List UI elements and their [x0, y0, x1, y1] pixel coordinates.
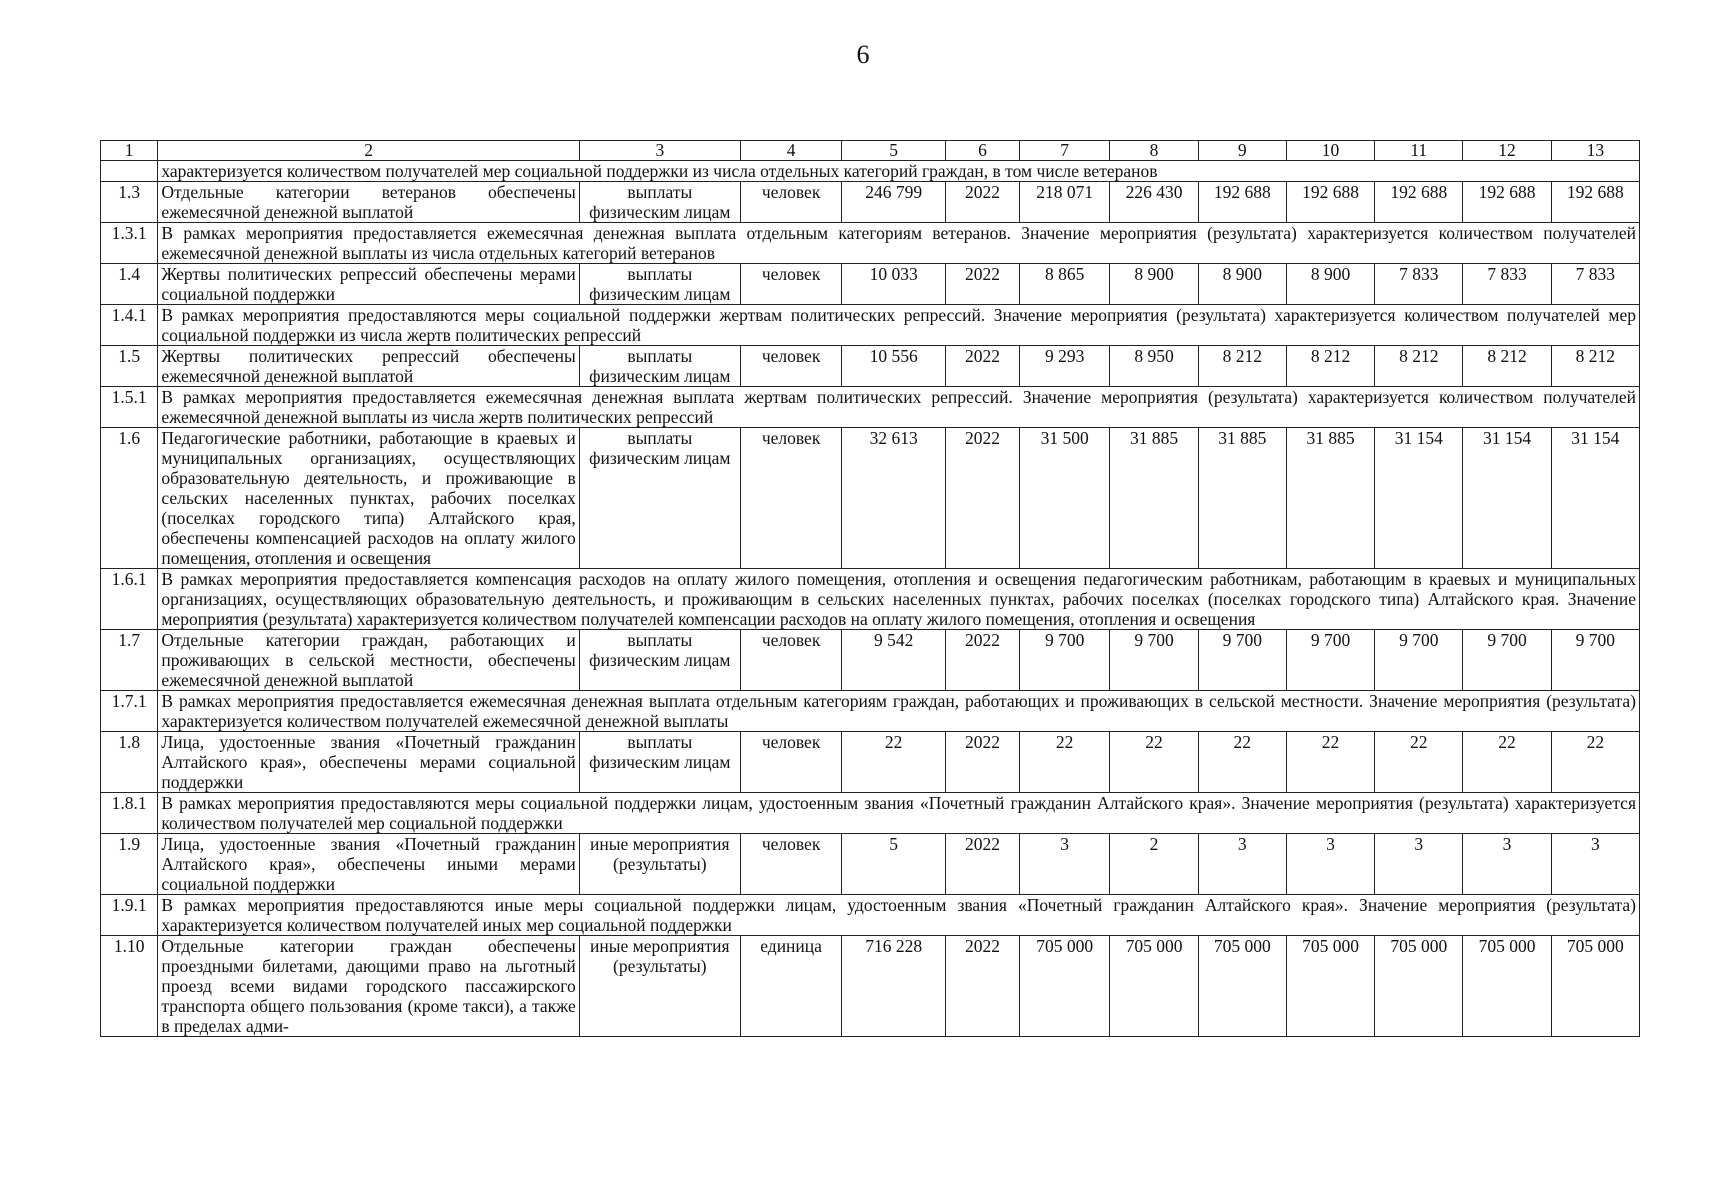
- value-cell: 9 700: [1110, 630, 1198, 691]
- value-cell: 22: [1198, 732, 1286, 793]
- row-number: [101, 161, 158, 182]
- indicator-kind: выплаты физическим лицам: [579, 182, 740, 223]
- indicator-kind: иные мероприятия (результаты): [579, 834, 740, 895]
- indicator-name: Отдельные категории ветеранов обеспечены ежемесячной денежной выплатой: [158, 182, 579, 223]
- indicator-kind: выплаты физическим лицам: [579, 630, 740, 691]
- row-number: 1.3: [101, 182, 158, 223]
- row-number: 1.7: [101, 630, 158, 691]
- indicator-name: Жертвы политических репрессий обеспечены ежемесячной денежной выплатой: [158, 346, 579, 387]
- row-number: 1.7.1: [101, 691, 158, 732]
- indicator-kind: выплаты физическим лицам: [579, 264, 740, 305]
- value-cell: 22: [842, 732, 946, 793]
- unit-cell: человек: [740, 428, 841, 569]
- value-cell: 9 542: [842, 630, 946, 691]
- value-cell: 8 212: [1198, 346, 1286, 387]
- value-cell: 3: [1551, 834, 1639, 895]
- value-cell: 192 688: [1463, 182, 1551, 223]
- value-cell: 31 154: [1463, 428, 1551, 569]
- value-cell: 9 293: [1019, 346, 1109, 387]
- column-number-header: 7: [1019, 141, 1109, 161]
- value-cell: 22: [1375, 732, 1463, 793]
- value-cell: 9 700: [1286, 630, 1374, 691]
- value-cell: 22: [1286, 732, 1374, 793]
- value-cell: 31 500: [1019, 428, 1109, 569]
- value-cell: 192 688: [1551, 182, 1639, 223]
- indicator-row: [101, 182, 1640, 223]
- value-cell: 8 900: [1110, 264, 1198, 305]
- column-number-header: 10: [1286, 141, 1374, 161]
- value-cell: 3: [1286, 834, 1374, 895]
- value-cell: 8 900: [1286, 264, 1374, 305]
- value-cell: 8 950: [1110, 346, 1198, 387]
- base-year-cell: 2022: [946, 264, 1020, 305]
- indicator-kind: выплаты физическим лицам: [579, 346, 740, 387]
- column-number-header: 3: [579, 141, 740, 161]
- description-row: [101, 387, 1640, 428]
- activity-description: В рамках мероприятия предоставляются меры социальной поддержки жертвам политических репрессий. Значение мероприятия (результата) характеризуется количеством получателей мер социальной поддержки из числа жертв политических репрессий: [158, 305, 1640, 346]
- value-cell: 3: [1463, 834, 1551, 895]
- value-cell: 8 865: [1019, 264, 1109, 305]
- value-cell: 31 885: [1110, 428, 1198, 569]
- activity-description: характеризуется количеством получателей мер социальной поддержки из числа отдельных категорий граждан, в том числе ветеранов: [158, 161, 1640, 182]
- row-number: 1.9: [101, 834, 158, 895]
- value-cell: 9 700: [1551, 630, 1639, 691]
- value-cell: 9 700: [1019, 630, 1109, 691]
- indicator-row: [101, 264, 1640, 305]
- value-cell: 22: [1551, 732, 1639, 793]
- value-cell: 3: [1198, 834, 1286, 895]
- indicator-kind: выплаты физическим лицам: [579, 428, 740, 569]
- value-cell: 22: [1110, 732, 1198, 793]
- value-cell: 3: [1375, 834, 1463, 895]
- activity-description: В рамках мероприятия предоставляются меры социальной поддержки лицам, удостоенным звания «Почетный гражданин Алтайского края». Значение мероприятия (результата) характеризуется количеством получателей мер социальной поддержки: [158, 793, 1640, 834]
- value-cell: 705 000: [1198, 936, 1286, 1037]
- row-number: 1.4: [101, 264, 158, 305]
- value-cell: 705 000: [1286, 936, 1374, 1037]
- value-cell: 10 033: [842, 264, 946, 305]
- base-year-cell: 2022: [946, 732, 1020, 793]
- row-number: 1.6.1: [101, 569, 158, 630]
- activity-description: В рамках мероприятия предоставляется ежемесячная денежная выплата отдельным категориям граждан, работающих и проживающих в сельской местности. Значение мероприятия (результата) характеризуется количеством получателей ежемесячной денежной выплаты: [158, 691, 1640, 732]
- value-cell: 705 000: [1019, 936, 1109, 1037]
- indicator-kind: выплаты физическим лицам: [579, 732, 740, 793]
- indicator-row: [101, 346, 1640, 387]
- base-year-cell: 2022: [946, 936, 1020, 1037]
- indicators-table: [100, 140, 1640, 1037]
- value-cell: 32 613: [842, 428, 946, 569]
- column-number-header: 8: [1110, 141, 1198, 161]
- indicator-row: [101, 630, 1640, 691]
- value-cell: 3: [1019, 834, 1109, 895]
- base-year-cell: 2022: [946, 182, 1020, 223]
- indicator-name: Отдельные категории граждан обеспечены проездными билетами, дающими право на льготный проезд всеми видами городского пассажирского транспорта общего пользования (кроме такси), а также в пределах адми-: [158, 936, 579, 1037]
- unit-cell: человек: [740, 346, 841, 387]
- value-cell: 2: [1110, 834, 1198, 895]
- value-cell: 31 885: [1286, 428, 1374, 569]
- value-cell: 31 154: [1375, 428, 1463, 569]
- value-cell: 31 885: [1198, 428, 1286, 569]
- row-number: 1.5.1: [101, 387, 158, 428]
- activity-description: В рамках мероприятия предоставляется ежемесячная денежная выплата жертвам политических репрессий. Значение мероприятия (результата) характеризуется количеством получателей ежемесячной денежной выплаты из числа жертв политических репрессий: [158, 387, 1640, 428]
- value-cell: 10 556: [842, 346, 946, 387]
- value-cell: 9 700: [1198, 630, 1286, 691]
- value-cell: 22: [1463, 732, 1551, 793]
- base-year-cell: 2022: [946, 346, 1020, 387]
- base-year-cell: 2022: [946, 834, 1020, 895]
- value-cell: 8 212: [1375, 346, 1463, 387]
- value-cell: 8 212: [1286, 346, 1374, 387]
- description-row: [101, 223, 1640, 264]
- value-cell: 246 799: [842, 182, 946, 223]
- value-cell: 226 430: [1110, 182, 1198, 223]
- value-cell: 705 000: [1463, 936, 1551, 1037]
- indicator-name: Лица, удостоенные звания «Почетный гражданин Алтайского края», обеспечены иными мерами социальной поддержки: [158, 834, 579, 895]
- value-cell: 8 212: [1551, 346, 1639, 387]
- column-number-header: 6: [946, 141, 1020, 161]
- column-number-header: 1: [101, 141, 158, 161]
- indicator-row: [101, 936, 1640, 1037]
- value-cell: 7 833: [1551, 264, 1639, 305]
- value-cell: 218 071: [1019, 182, 1109, 223]
- row-number: 1.5: [101, 346, 158, 387]
- value-cell: 9 700: [1375, 630, 1463, 691]
- value-cell: 192 688: [1286, 182, 1374, 223]
- column-number-header: 9: [1198, 141, 1286, 161]
- base-year-cell: 2022: [946, 630, 1020, 691]
- unit-cell: человек: [740, 182, 841, 223]
- indicator-name: Жертвы политических репрессий обеспечены мерами социальной поддержки: [158, 264, 579, 305]
- page-number: 6: [856, 40, 870, 69]
- table-body: [101, 141, 1640, 1037]
- row-number: 1.10: [101, 936, 158, 1037]
- unit-cell: человек: [740, 834, 841, 895]
- value-cell: 31 154: [1551, 428, 1639, 569]
- column-number-header: 4: [740, 141, 841, 161]
- value-cell: 705 000: [1110, 936, 1198, 1037]
- description-row: [101, 691, 1640, 732]
- indicator-kind: иные мероприятия (результаты): [579, 936, 740, 1037]
- description-row: [101, 305, 1640, 346]
- unit-cell: человек: [740, 732, 841, 793]
- row-number: 1.8: [101, 732, 158, 793]
- description-row: [101, 161, 1640, 182]
- row-number: 1.6: [101, 428, 158, 569]
- base-year-cell: 2022: [946, 428, 1020, 569]
- row-number: 1.4.1: [101, 305, 158, 346]
- value-cell: 7 833: [1375, 264, 1463, 305]
- indicator-name: Отдельные категории граждан, работающих и проживающих в сельской местности, обеспечены ежемесячной денежной выплатой: [158, 630, 579, 691]
- description-row: [101, 895, 1640, 936]
- unit-cell: человек: [740, 264, 841, 305]
- value-cell: 22: [1019, 732, 1109, 793]
- indicator-row: [101, 834, 1640, 895]
- column-number-header: 13: [1551, 141, 1639, 161]
- value-cell: 9 700: [1463, 630, 1551, 691]
- unit-cell: единица: [740, 936, 841, 1037]
- value-cell: 192 688: [1375, 182, 1463, 223]
- value-cell: 7 833: [1463, 264, 1551, 305]
- table-header-row: [101, 141, 1640, 161]
- unit-cell: человек: [740, 630, 841, 691]
- column-number-header: 2: [158, 141, 579, 161]
- column-number-header: 5: [842, 141, 946, 161]
- row-number: 1.8.1: [101, 793, 158, 834]
- indicator-name: Лица, удостоенные звания «Почетный гражданин Алтайского края», обеспечены мерами социальной поддержки: [158, 732, 579, 793]
- row-number: 1.3.1: [101, 223, 158, 264]
- description-row: [101, 793, 1640, 834]
- activity-description: В рамках мероприятия предоставляется компенсация расходов на оплату жилого помещения, отопления и освещения педагогическим работникам, работающим в краевых и муниципальных организациях, осуществляющих образовательную деятельность, и проживающим в сельских населенных пунктах, рабочих поселках (поселках городского типа) Алтайского края. Значение мероприятия (результата) характеризуется количеством получателей компенсации расходов на оплату жилого помещения, отопления и освещения: [158, 569, 1640, 630]
- value-cell: 705 000: [1551, 936, 1639, 1037]
- description-row: [101, 569, 1640, 630]
- value-cell: 8 900: [1198, 264, 1286, 305]
- value-cell: 5: [842, 834, 946, 895]
- value-cell: 192 688: [1198, 182, 1286, 223]
- column-number-header: 12: [1463, 141, 1551, 161]
- indicator-row: [101, 428, 1640, 569]
- row-number: 1.9.1: [101, 895, 158, 936]
- activity-description: В рамках мероприятия предоставляются иные меры социальной поддержки лицам, удостоенным звания «Почетный гражданин Алтайского края». Значение мероприятия (результата) характеризуется количеством получателей иных мер социальной поддержки: [158, 895, 1640, 936]
- value-cell: 716 228: [842, 936, 946, 1037]
- activity-description: В рамках мероприятия предоставляется ежемесячная денежная выплата отдельным категориям ветеранов. Значение мероприятия (результата) характеризуется количеством получателей ежемесячной денежной выплаты из числа отдельных категорий ветеранов: [158, 223, 1640, 264]
- value-cell: 705 000: [1375, 936, 1463, 1037]
- indicator-row: [101, 732, 1640, 793]
- value-cell: 8 212: [1463, 346, 1551, 387]
- indicator-name: Педагогические работники, работающие в краевых и муниципальных организациях, осуществляющих образовательную деятельность, и проживающие в сельских населенных пунктах, рабочих поселках (поселках городского типа) Алтайского края, обеспечены компенсацией расходов на оплату жилого помещения, отопления и освещения: [158, 428, 579, 569]
- column-number-header: 11: [1375, 141, 1463, 161]
